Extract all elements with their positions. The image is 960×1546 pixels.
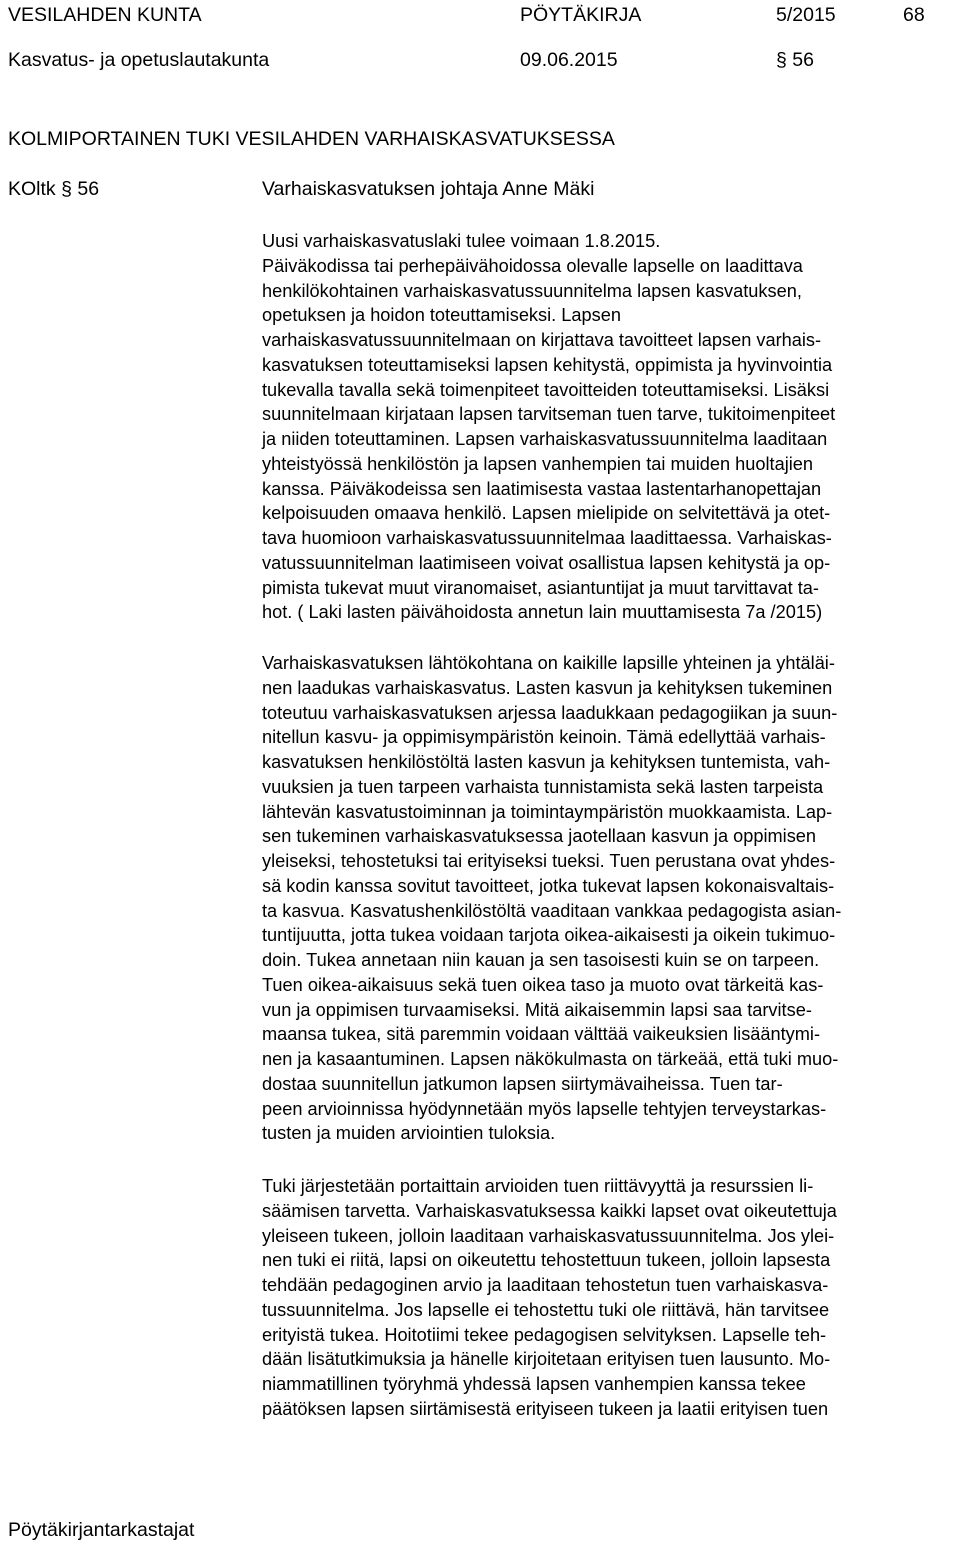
text-line: Tuki järjestetään portaittain arvioiden tuen riittävyyttä ja resurssien li- xyxy=(262,1176,814,1196)
paragraph-3 xyxy=(262,1174,952,1422)
footer-label: Pöytäkirjantarkastajat xyxy=(8,1519,195,1541)
text-line: yleiseksi, tehostetuksi tai erityiseksi tueksi. Tuen perustana ovat yhdes- xyxy=(262,851,836,871)
text-line: lähtevän kasvatustoiminnan ja toimintaympäristön muokkaamista. Lap- xyxy=(262,801,833,822)
header-section xyxy=(776,48,814,72)
ref-code-label: KOltk xyxy=(8,178,56,200)
ref-code xyxy=(8,177,99,201)
text-line: pimista tukevat muut viranomaiset, asiantuntijat ja muut tarvittavat ta- xyxy=(262,577,819,598)
text-line: suunnitelmaan kirjataan lapsen tarvitseman tuen tarve, tukitoimenpiteet xyxy=(262,404,836,425)
text-line: sen tukeminen varhaiskasvatuksessa jaotellaan kasvun ja oppimisen xyxy=(262,826,817,847)
text-line: nen tuki ei riitä, lapsi on oikeutettu tehostettuun tukeen, jolloin lapsesta xyxy=(262,1250,831,1271)
text-line: dostaa suunnitellun jatkumon lapsen siirtymävaiheissa. Tuen tar- xyxy=(262,1073,783,1094)
text-line: nen laadukas varhaiskasvatus. Lasten kasvun ja kehityksen tukeminen xyxy=(262,677,833,698)
text-line: tehdään pedagoginen arvio ja laaditaan tehostetun tuen varhaiskasva- xyxy=(262,1275,829,1295)
text-line: säämisen tarvetta. Varhaiskasvatuksessa kaikki lapset ovat oikeutettuja xyxy=(262,1200,837,1221)
document-title: KOLMIPORTAINEN TUKI VESILAHDEN VARHAISKASVATUKSESSA xyxy=(8,128,615,150)
text-line: sä kodin kanssa sovitut tavoitteet, jotka tukevat lapsen kokonaisvaltais- xyxy=(262,875,835,896)
text-line: Uusi varhaiskasvatuslaki tulee voimaan 1.8.2015. xyxy=(262,231,661,251)
text-line: tusten ja muiden arviointien tuloksia. xyxy=(262,1123,556,1144)
text-line: tussuunnitelma. Jos lapselle ei tehostettu tuki ole riittävä, hän tarvitsee xyxy=(262,1299,830,1320)
text-line: dään lisätutkimuksia ja hänelle kirjoitetaan erityisen tuen lausunto. Mo- xyxy=(262,1349,831,1370)
header-doc-type: PÖYTÄKIRJA xyxy=(520,4,642,26)
text-line: varhaiskasvatussuunnitelmaan on kirjattava tavoitteet lapsen varhais- xyxy=(262,330,822,350)
header-municipality: VESILAHDEN KUNTA xyxy=(8,4,202,26)
text-line: maansa tukea, sitä paremmin voidaan välttää vaikeuksien lisääntymi- xyxy=(262,1024,821,1045)
paragraph-1 xyxy=(262,229,952,625)
text-line: yhteistyössä henkilöstön ja lapsen vanhempien tai muiden huoltajien xyxy=(262,453,814,474)
text-line: niammatillinen työryhmä yhdessä lapsen vanhempien kanssa tekee xyxy=(262,1374,806,1394)
text-line: kelpoisuuden omaava henkilö. Lapsen mielipide on selvitettävä ja otet- xyxy=(262,503,831,524)
text-line: kasvatuksen henkilöstöltä lasten kasvun ja kehityksen tuntemista, vah- xyxy=(262,752,831,772)
text-line: doin. Tukea annetaan niin kauan ja sen tasoisesti kuin se on tarpeen. xyxy=(262,950,820,970)
text-line: vuuksien ja tuen tarpeen varhaista tunnistamista sekä lasten tarpeista xyxy=(262,776,824,797)
ref-section-symbol: § xyxy=(61,178,72,200)
ref-section-number: 56 xyxy=(77,178,100,200)
text-line: Tuen oikea-aikaisuus sekä tuen oikea taso ja muoto ovat tärkeitä kas- xyxy=(262,974,824,995)
text-line: erityistä tukea. Hoitotiimi tekee pedagogisen selvityksen. Lapselle teh- xyxy=(262,1324,827,1345)
text-line: tuntijuutta, jotta tukea voidaan tarjota oikea-aikaisesti ja oikein tukimuo- xyxy=(262,925,836,946)
text-line: tava huomioon varhaiskasvatussuunnitelmaa laadittaessa. Varhaiskas- xyxy=(262,528,832,548)
text-line: kasvatuksen toteuttamiseksi lapsen kehitystä, oppimista ja hyvinvointia xyxy=(262,354,833,375)
text-line: Päiväkodissa tai perhepäivähoidossa olevalle lapselle on laadittava xyxy=(262,255,803,276)
section-number: 56 xyxy=(792,49,814,71)
text-line: vatussuunnitelman laatimiseen voivat osallistua lapsen kehitystä ja op- xyxy=(262,552,831,573)
text-line: nen ja kasaantuminen. Lapsen näkökulmasta on tärkeää, että tuki muo- xyxy=(262,1049,839,1069)
text-line: hot. ( Laki lasten päivähoidosta annetun lain muuttamisesta 7a /2015) xyxy=(262,602,823,623)
text-line: toteutuu varhaiskasvatuksen arjessa laadukkaan pedagogiikan ja suun- xyxy=(262,702,838,723)
text-line: ta kasvua. Kasvatushenkilöstöltä vaaditaan vankkaa pedagogista asian- xyxy=(262,900,842,921)
text-line: tukevalla tavalla sekä toimenpiteet tavoitteiden toteuttamiseksi. Lisäksi xyxy=(262,379,830,400)
header-date: 09.06.2015 xyxy=(520,49,618,71)
text-line: opetuksen ja hoidon toteuttamiseksi. Lapsen xyxy=(262,305,621,326)
text-line: kanssa. Päiväkodeissa sen laatimisesta vastaa lastentarhanopettajan xyxy=(262,478,822,499)
text-line: vun ja oppimisen turvaamiseksi. Mitä aikaisemmin lapsi saa tarvitse- xyxy=(262,999,812,1020)
text-line: päätöksen lapsen siirtämisestä erityiseen tukeen ja laatii erityisen tuen xyxy=(262,1398,829,1419)
text-line: henkilökohtainen varhaiskasvatussuunnitelma lapsen kasvatuksen, xyxy=(262,280,802,301)
header-doc-number: 5/2015 xyxy=(776,4,836,26)
header-page-number: 68 xyxy=(903,4,925,26)
text-line: Varhaiskasvatuksen lähtökohtana on kaikille lapsille yhteinen ja yhtäläi- xyxy=(262,653,835,673)
paragraph-2 xyxy=(262,651,952,1146)
header-board: Kasvatus- ja opetuslautakunta xyxy=(8,49,270,71)
section-symbol: § xyxy=(776,49,787,71)
text-line: peen arvioinnissa hyödynnetään myös lapselle tehtyjen terveystarkas- xyxy=(262,1098,827,1119)
text-line: ja niiden toteuttaminen. Lapsen varhaiskasvatussuunnitelma laaditaan xyxy=(262,429,828,449)
text-line: yleiseen tukeen, jolloin laaditaan varhaiskasvatussuunnitelma. Jos ylei- xyxy=(262,1225,835,1246)
ref-preparer: Varhaiskasvatuksen johtaja Anne Mäki xyxy=(262,178,595,200)
text-line: nitellun kasvu- ja oppimisympäristön keinoin. Tämä edellyttää varhais- xyxy=(262,727,826,748)
